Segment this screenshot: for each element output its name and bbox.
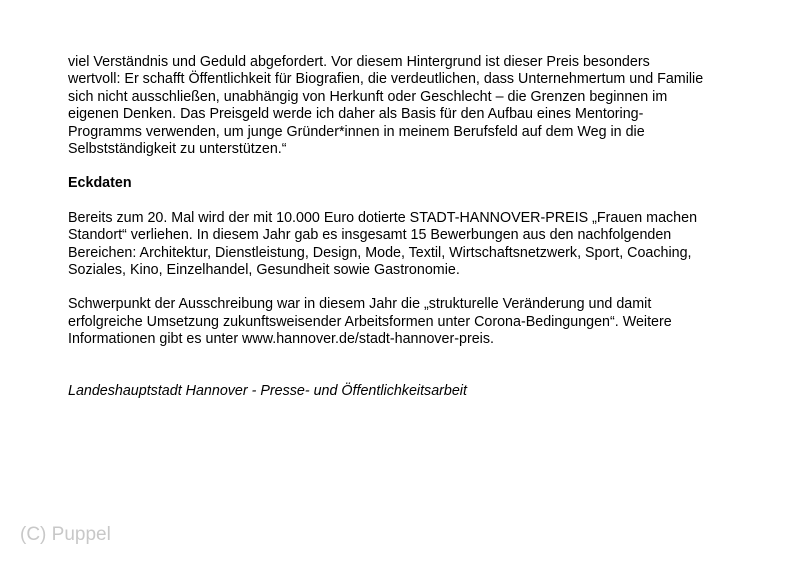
text-line: erfolgreiche Umsetzung zukunftsweisender Arbeitsformen unter Corona-Bedingungen“. Weitere bbox=[68, 313, 672, 330]
text-line: Informationen gibt es unter www.hannover.de/stadt-hannover-preis. bbox=[68, 331, 494, 348]
spacer bbox=[68, 193, 748, 210]
text-line: eigenen Denken. Das Preisgeld werde ich daher als Basis für den Aufbau eines Mentoring- bbox=[68, 106, 644, 123]
text-line: Bereits zum 20. Mal wird der mit 10.000 Euro dotierte STADT-HANNOVER-PREIS „Frauen machen bbox=[68, 209, 698, 226]
spacer bbox=[68, 158, 748, 175]
spacer bbox=[68, 349, 748, 383]
text-line: viel Verständnis und Geduld abgefordert. Vor diesem Hintergrund ist dieser Preis besonders bbox=[68, 54, 650, 70]
text-line: Schwerpunkt der Ausschreibung war in diesem Jahr die „strukturelle Veränderung und damit bbox=[68, 296, 652, 313]
text-line: wertvoll: Er schafft Öffentlichkeit für Biografien, die verdeutlichen, dass Unternehmertum und Familie bbox=[68, 71, 704, 88]
publisher-footer: Landeshauptstadt Hannover - Presse- und Öffentlichkeitsarbeit bbox=[68, 382, 467, 399]
document-page bbox=[68, 54, 748, 400]
text-line: Bereichen: Architektur, Dienstleistung, Design, Mode, Textil, Wirtschaftsnetzwerk, Sport, Coaching, bbox=[68, 244, 692, 261]
spacer bbox=[68, 279, 748, 296]
section-heading: Eckdaten bbox=[68, 175, 132, 192]
text-line: sich nicht ausschließen, unabhängig von Herkunft oder Geschlecht – die Grenzen beginnen im bbox=[68, 88, 668, 105]
text-line: Soziales, Kino, Einzelhandel, Gesundheit sowie Gastronomie. bbox=[68, 262, 460, 279]
copyright-watermark: (C) Puppel bbox=[20, 524, 111, 545]
text-line: Standort“ verliehen. In diesem Jahr gab es insgesamt 15 Bewerbungen aus den nachfolgenden bbox=[68, 227, 672, 244]
text-line: Programms verwenden, um junge Gründer*innen in meinem Berufsfeld auf dem Weg in die bbox=[68, 123, 645, 140]
quote-paragraph bbox=[68, 54, 748, 158]
facts-paragraph bbox=[68, 210, 748, 280]
text-line: Selbstständigkeit zu unterstützen.“ bbox=[68, 141, 287, 158]
focus-paragraph bbox=[68, 296, 748, 348]
